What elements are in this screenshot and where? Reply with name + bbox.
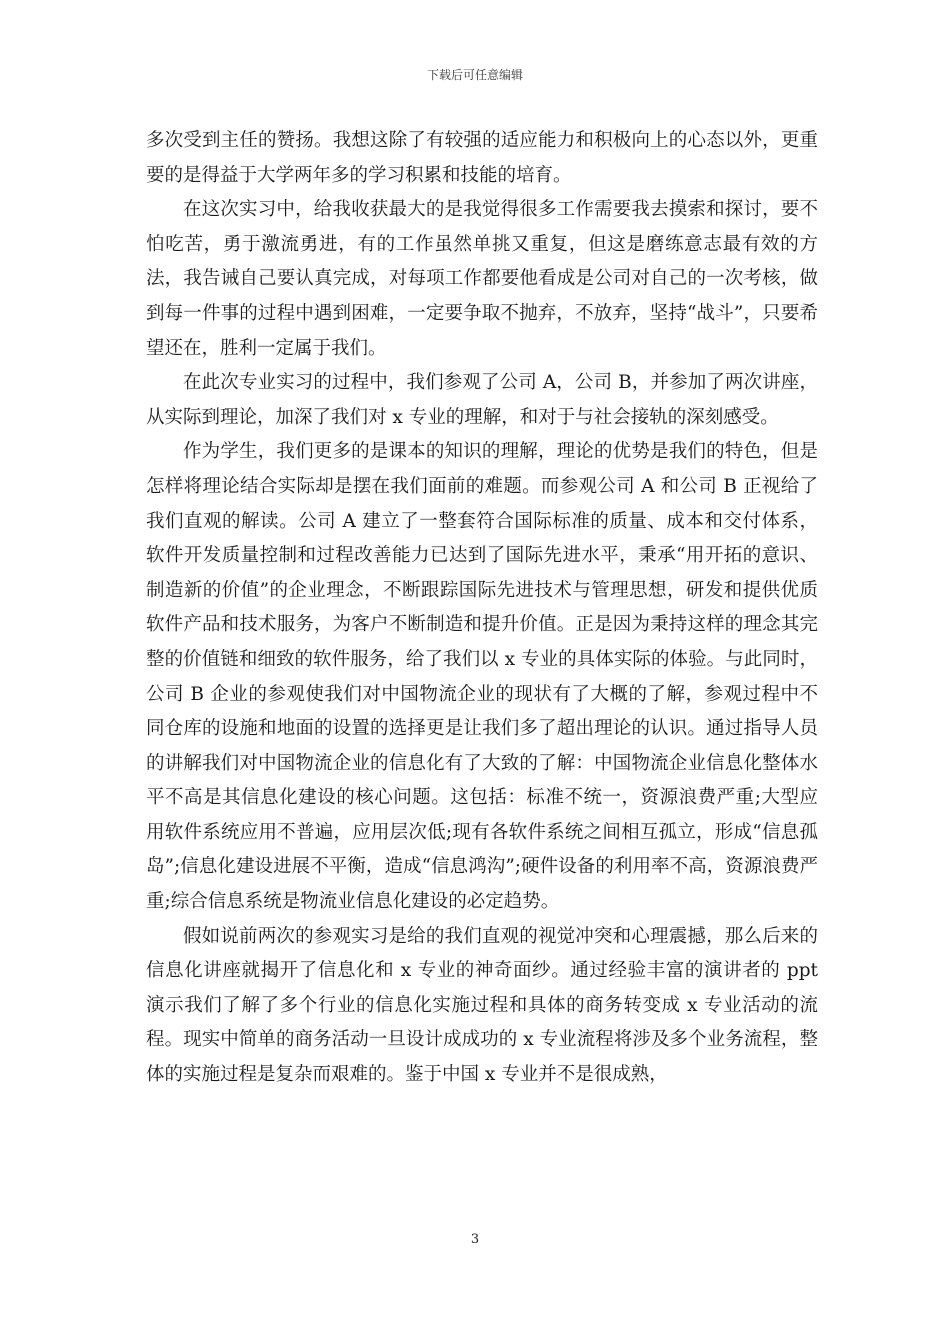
paragraph-5: 假如说前两次的参观实习是给的我们直观的视觉冲突和心理震撼，那么后来的信息化讲座就揭开了信息化和 x 专业的神奇面纱。通过经验丰富的演讲者的 ppt 演示我们了解了多个行业的信息化实施过程和具体的商务转变成 x 专业活动的流程。现实中简单的商务活动一旦设计成成功的 x 专业流程将涉及多个业务流程，整体的实施过程是复杂而艰难的。鉴于中国 x 专业并不是很成熟，: [146, 925, 818, 1086]
paragraph-1: 多次受到主任的赞扬。我想这除了有较强的适应能力和积极向上的心态以外，更重要的是得益于大学两年多的学习积累和技能的培育。: [146, 130, 818, 186]
document-body: [146, 124, 818, 1093]
page-number: 3: [470, 1232, 480, 1247]
paragraph-3: 在此次专业实习的过程中，我们参观了公司 A，公司 B，并参加了两次讲座，从实际到理论，加深了我们对 x 专业的理解，和对于与社会接轨的深刻感受。: [146, 372, 818, 428]
paragraph-4: 作为学生，我们更多的是课本的知识的理解，理论的优势是我们的特色，但是怎样将理论结合实际却是摆在我们面前的难题。而参观公司 A 和公司 B 正视给了我们直观的解读。公司 A 建立了一整套符合国际标准的质量、成本和交付体系，软件开发质量控制和过程改善能力已达到了国际先进水平，秉承“用开拓的意识、制造新的价值”的企业理念，不断跟踪国际先进技术与管理思想，研发和提供优质软件产品和技术服务，为客户不断制造和提升价值。正是因为秉持这样的理念其完整的价值链和细致的软件服务，给了我们以 x 专业的具体实际的体验。与此同时，公司 B 企业的参观使我们对中国物流企业的现状有了大概的了解，参观过程中不同仓库的设施和地面的设置的选择更是让我们多了超出理论的认识。通过指导人员的讲解我们对中国物流企业的信息化有了大致的了解：中国物流企业信息化整体水平不高是其信息化建设的核心问题。这包括：标准不统一，资源浪费严重;大型应用软件系统应用不普遍，应用层次低;现有各软件系统之间相互孤立，形成“信息孤岛”;信息化建设进展不平衡，造成“信息鸿沟”;硬件设备的利用率不高，资源浪费严重;综合信息系统是物流业信息化建设的必定趋势。: [146, 441, 818, 913]
paragraph-2: 在这次实习中，给我收获最大的是我觉得很多工作需要我去摸索和探讨，要不怕吃苦，勇于激流勇进，有的工作虽然单挑又重复，但这是磨练意志最有效的方法，我告诫自己要认真完成，对每项工作都要他看成是公司对自己的一次考核，做到每一件事的过程中遇到困难，一定要争取不抛弃，不放弃，坚持“战斗”，只要希望还在，胜利一定属于我们。: [146, 199, 818, 359]
page-header: 下载后可任意编辑: [426, 68, 523, 82]
